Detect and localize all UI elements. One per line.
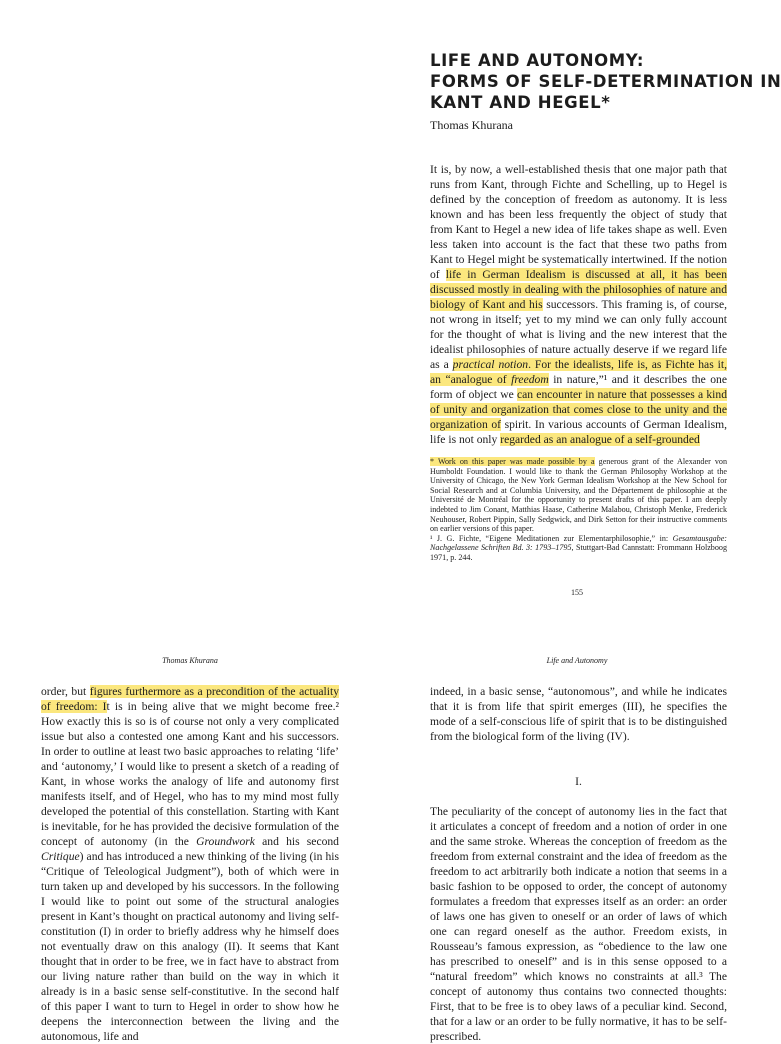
highlight-4[interactable]: regarded as an analogue of a self-grounded bbox=[500, 433, 700, 446]
text-run: and his second bbox=[254, 835, 339, 848]
emphasis-groundwork: Groundwork bbox=[196, 835, 255, 848]
author-name: Thomas Khurana bbox=[430, 118, 513, 132]
left-column-paragraph bbox=[41, 684, 339, 1044]
right-column-paragraph-2: The peculiarity of the concept of autonomy lies in the fact that it articulates a concept of freedom and a notion of order in one and the same stroke. Whereas the conception of freedom as the freedom from external constraint and the idea of freedom as the freedom to act arbitrarily both indicate a notion that seems in a basic fashion to be opposed to order, the concept of autonomy formulates a freedom that expresses itself as an order: an order of laws one has given to oneself or an order of laws of which one can regard oneself as the author. Freedom exists, in Rousseau’s famous expression, as “obedience to the law one has prescribed to oneself” and is in this sense opposed to a “natural freedom” which knows no constraints at all.³ The concept of autonomy thus contains two connected thoughts: First, that to be free is to obey laws of a peculiar kind. Second, that for a law or an order to be fully normative, it has to be self-prescribed. bbox=[430, 805, 727, 1043]
section-heading: I. bbox=[575, 775, 582, 788]
text-run: successors. This framing is, of course, not wrong in itself; yet to my mind we can only fully account for the thought of what is living and the new interest that the idealist philosophies of nature actually deserve if we regard life as a bbox=[430, 298, 727, 371]
text-run: ¹ J. G. Fichte, “Eigene Meditationen zur Elementarphilosophie,” in: bbox=[430, 533, 673, 543]
right-column-paragraph-1: indeed, in a basic sense, “autonomous”, and while he indicates that it is from life that spirit emerges (III), he specifies the mode of a self-conscious life of spirit that is to be distinguished from the biological form of the living (IV). bbox=[430, 685, 727, 743]
emphasis-freedom: freedom bbox=[511, 373, 549, 386]
text-run: . For the idealists, life is, as Fichte has it, an “analogue of bbox=[430, 358, 727, 386]
emphasis-practical-notion: practical notion bbox=[452, 358, 529, 371]
footnote-1 bbox=[430, 534, 727, 563]
page-156 bbox=[0, 640, 768, 1043]
page-number: 155 bbox=[571, 588, 583, 597]
highlight-5[interactable]: figures furthermore as a precondition of the actuality of freedom: I bbox=[41, 685, 339, 713]
right-column bbox=[430, 684, 727, 1044]
text-run: generous grant of the Alexander von Humboldt Foundation. I would like to thank the German Philosophy Workshop at the University of Chicago, the New York German Idealism Workshop at the New School for Social Research and at Columbia University, and the Département de philosophie at the Université de Montréal for the opportunity to present drafts of this paper. I am deeply indebted to Jim Conant, Matthias Haase, Catherine Malabou, Christoph Menke, Frederick Neuhouser, Robert Pippin, Sally Sedgwick, and Dirk Setton for their instructive comments on earlier versions of this paper. bbox=[430, 457, 727, 534]
emphasis-critique: Critique bbox=[41, 850, 80, 863]
highlight-1[interactable]: life in German Idealism is discussed at all, it has been discussed mostly in dealing with the philosophies of nature and biology of Kant and his bbox=[430, 268, 727, 311]
footnote-highlight[interactable]: * Work on this paper was made possible by a bbox=[430, 457, 595, 466]
title-line-3: KANT AND HEGEL* bbox=[430, 93, 611, 112]
text-run: order, but bbox=[41, 685, 90, 698]
text-run: spirit. In various accounts of German Idealism, life is not only bbox=[430, 418, 727, 446]
title-line-2: FORMS OF SELF-DETERMINATION IN bbox=[430, 72, 781, 91]
running-head-left: Thomas Khurana bbox=[162, 656, 218, 665]
footnote-1-title: Gesamtausgabe: Nachgelassene Schriften Bd. 3: 1793–1795 bbox=[430, 533, 727, 553]
highlight-3[interactable]: can encounter in nature that possesses a kind of unity and organization that comes close to the unity and the organization of bbox=[430, 388, 727, 431]
text-run: ) and has introduced a new thinking of the living (in his “Critique of Teleological Judgment”), both of which were in turn taken up and developed by his successors. In the following I would like to point out some of the structural analogies present in Kant’s thought on practical autonomy and living self-constitution (I) in order to briefly address why he himself does not eventually draw on this analogy (II). It seems that Kant thought that in order to be free, we in fact have to abstract from our living nature rather than build on the way in which it already is in a basic sense self-constitutive. In the second half of this paper I want to turn to Hegel in order to show how he deepens the interconnection between the living and the autonomous, life and bbox=[41, 850, 339, 1043]
text-run: , Stuttgart-Bad Cannstatt: Frommann Holzboog 1971, p. 244. bbox=[430, 543, 727, 562]
text-run: t is in being alive that we might become free.² How exactly this is so is of course not only a very complicated issue but also a contested one among Kant and his successors. In order to outline at least two basic approaches to relating ‘life’ and ‘autonomy,’ I would like to present a sketch of a reading of Kant, in whose works the analogy of life and autonomy first manifests itself, and of Hegel, who has to my mind most fully developed the potential of this constellation. Starting with Kant is inevitable, for he has provided the decisive formulation of the concept of autonomy (in the bbox=[41, 700, 339, 848]
intro-paragraph bbox=[430, 162, 727, 447]
footnotes bbox=[430, 457, 727, 563]
text-run: It is, by now, a well-established thesis that one major path that runs from Kant, through Fichte and Schelling, up to Hegel is defined by the conception of freedom as autonomy. It is less known and has been less frequently the object of study that from Kant to Hegel a new idea of life takes shape as well. Even less taken into account is the fact that these two paths from Kant to Hegel might be systematically intertwined. If the notion of bbox=[430, 163, 727, 281]
article-title bbox=[430, 50, 781, 113]
title-line-1: LIFE AND AUTONOMY: bbox=[430, 51, 645, 70]
footnote-star bbox=[430, 457, 727, 534]
running-head-right: Life and Autonomy bbox=[546, 656, 608, 665]
text-run: in nature,”¹ and it describes the one form of object we bbox=[430, 373, 727, 401]
